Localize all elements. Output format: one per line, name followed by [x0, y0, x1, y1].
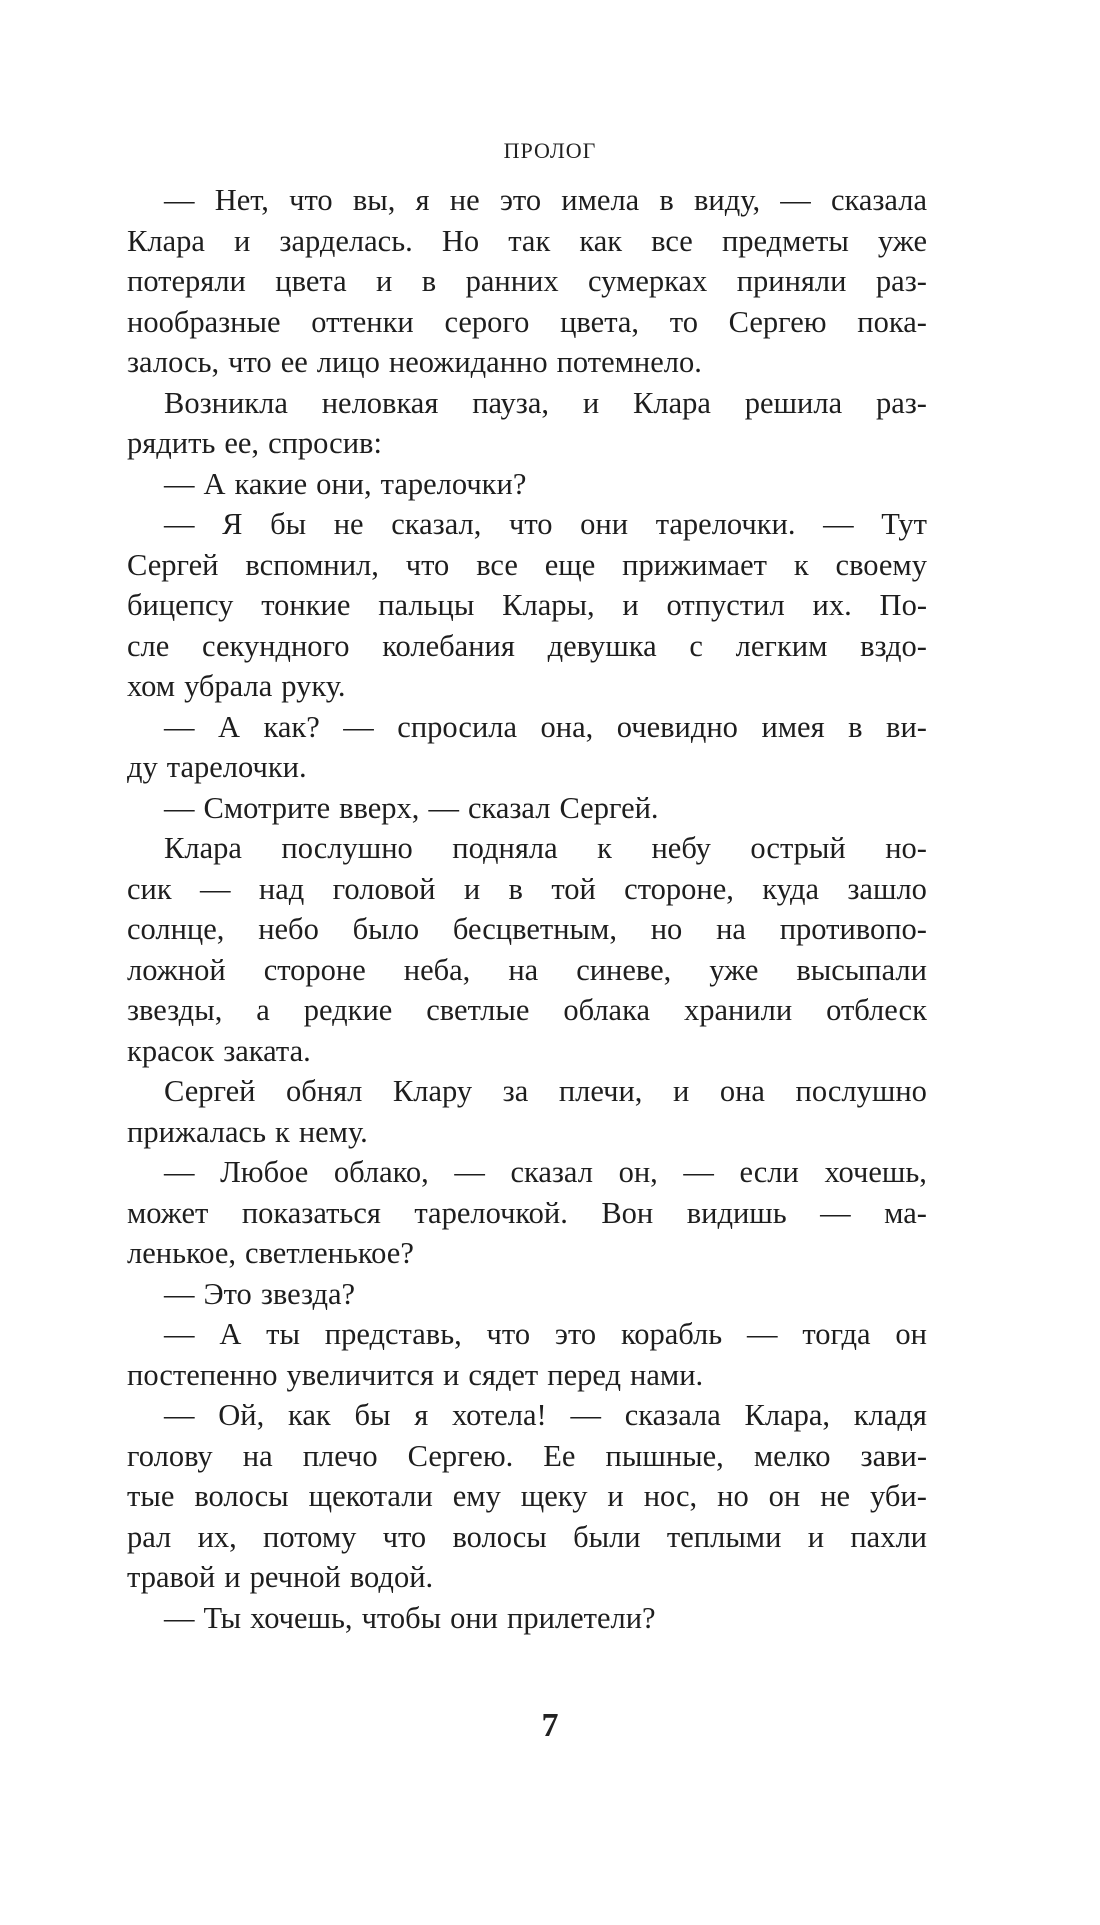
word: к [597, 831, 612, 865]
word: ду [127, 750, 158, 784]
word: солнце, [127, 912, 225, 946]
word: вздо- [860, 628, 927, 663]
word: он, [618, 1155, 658, 1189]
word: бесцветным, [452, 912, 617, 946]
word: серого [444, 304, 530, 339]
text-line [127, 1193, 927, 1234]
word: сказал, [391, 507, 482, 541]
text-line [127, 707, 927, 748]
word: послушно [281, 831, 413, 865]
word: и [233, 223, 251, 258]
word: увеличится [286, 1357, 434, 1392]
word: Сергей [164, 1074, 256, 1108]
word: не [820, 1479, 851, 1513]
word: небо [258, 912, 319, 946]
word: стороне, [624, 871, 734, 906]
word: стороне [263, 952, 366, 987]
word: вы, [352, 183, 396, 217]
body-text [127, 180, 927, 1638]
word: руку. [281, 669, 346, 703]
word: хом [127, 669, 176, 703]
word: спросив: [268, 426, 382, 460]
word: отпустил [666, 588, 785, 622]
word: редкие [303, 993, 393, 1027]
word: все [476, 547, 518, 582]
text-line [127, 1274, 927, 1315]
word: — [823, 507, 854, 541]
word: Возникла [164, 385, 288, 420]
word: над [258, 871, 305, 906]
word: Клара [633, 385, 711, 420]
word: и [224, 1560, 241, 1594]
word: еще [544, 547, 596, 582]
word: противопо- [779, 912, 927, 946]
word: ранних [465, 264, 559, 298]
word: острый [750, 831, 846, 865]
word: звезда? [260, 1276, 356, 1311]
word: чтобы [361, 1600, 442, 1635]
word: А [219, 1317, 242, 1351]
word: плечо [302, 1438, 378, 1473]
word: и [582, 385, 600, 420]
word: прижимает [622, 547, 767, 582]
word: к [793, 547, 809, 582]
word: постепенно [127, 1357, 278, 1392]
word: как [579, 223, 623, 258]
text-line [127, 1557, 927, 1598]
word: Вон [601, 1195, 654, 1230]
word: — [164, 1276, 195, 1311]
text-line [127, 585, 927, 626]
word: — [747, 1317, 778, 1351]
word: потеряли [127, 264, 246, 298]
word: зашло [847, 871, 927, 906]
word: колебания [382, 628, 515, 663]
text-line [127, 990, 927, 1031]
text-line [127, 1031, 927, 1072]
text-line [127, 261, 927, 302]
text-line [127, 1395, 927, 1436]
word: было [352, 912, 420, 946]
word: но [650, 912, 683, 946]
word: Ты [203, 1600, 242, 1635]
word: небу [651, 831, 711, 865]
word: они, [316, 466, 372, 501]
word: ему [452, 1479, 501, 1513]
word: Клара [164, 831, 242, 865]
word: не [333, 507, 364, 541]
word: тарелочкой. [414, 1195, 568, 1230]
word: своему [835, 547, 927, 582]
word: обнял [286, 1074, 363, 1108]
text-line [127, 950, 927, 991]
text-line [127, 1517, 927, 1558]
word: убрала [184, 669, 273, 703]
word: их. [812, 588, 852, 622]
word: плечи, [558, 1074, 643, 1108]
word: и [463, 871, 481, 906]
word: на [716, 912, 746, 946]
text-line [127, 1071, 927, 1112]
word: кладя [853, 1398, 927, 1432]
word: отблеск [826, 993, 927, 1027]
word: — [200, 871, 231, 906]
word: ленькое, [127, 1236, 237, 1270]
word: Ее [543, 1438, 576, 1473]
word: рал [127, 1519, 172, 1554]
word: бицепсу [127, 588, 234, 622]
word: залось, [127, 345, 220, 379]
word: что [382, 1519, 427, 1554]
word: сказала [624, 1398, 721, 1432]
text-line [127, 504, 927, 545]
word: корабль [620, 1317, 723, 1351]
word: щекотали [308, 1479, 433, 1513]
word: потемнело. [556, 345, 702, 379]
word: в [508, 871, 523, 906]
word: все [651, 223, 693, 258]
word: послушно [795, 1074, 927, 1108]
word: волосы [194, 1479, 289, 1513]
word: пахли [850, 1519, 927, 1554]
word: Клары, [502, 588, 595, 622]
word: прижалась [127, 1114, 266, 1149]
word: ты [266, 1317, 300, 1351]
word: как [287, 1398, 331, 1432]
word: пальцы [378, 588, 475, 622]
word: неожиданно [388, 345, 548, 379]
word: легким [735, 628, 828, 663]
word: высыпали [796, 952, 927, 987]
word: были [573, 1519, 641, 1554]
word: предметы [721, 223, 849, 258]
word: и [807, 1519, 825, 1554]
text-line [127, 1476, 927, 1517]
word: — [428, 790, 459, 825]
word: секундного [202, 628, 350, 663]
word: они [450, 1600, 498, 1635]
word: но [717, 1479, 749, 1513]
word: прилетели? [507, 1600, 656, 1635]
word: — [164, 183, 195, 217]
word: имела [561, 183, 640, 217]
word: тарелочки? [380, 466, 527, 501]
word: неба, [403, 952, 471, 987]
word: пока- [857, 304, 927, 339]
word: — [164, 1600, 195, 1635]
word: — [164, 1317, 195, 1351]
word: — [780, 183, 811, 217]
word: показаться [241, 1195, 381, 1230]
word: с [689, 628, 703, 663]
word: По- [879, 588, 927, 622]
text-line [127, 342, 927, 383]
word: голову [127, 1438, 213, 1473]
text-line [127, 909, 927, 950]
word: она [719, 1074, 765, 1108]
word: — [164, 1155, 195, 1189]
text-line [127, 788, 927, 829]
word: синеве, [576, 952, 672, 987]
word: очевидно [616, 709, 738, 744]
word: пауза, [472, 385, 549, 420]
word: ви- [886, 709, 927, 744]
word: за [502, 1074, 529, 1108]
word: потому [263, 1519, 357, 1554]
text-line [127, 1314, 927, 1355]
word: головой [332, 871, 436, 906]
word: — [164, 709, 195, 744]
word: то [669, 304, 698, 339]
word: рядить [127, 426, 216, 460]
word: Смотрите [203, 790, 331, 825]
word: сядет [468, 1357, 539, 1392]
word: он [895, 1317, 927, 1351]
text-line [127, 1112, 927, 1153]
word: в [659, 183, 674, 217]
word: может [127, 1195, 209, 1230]
word: Ой, [218, 1398, 265, 1432]
word: Это [203, 1276, 252, 1311]
word: имея [761, 709, 825, 744]
word: перед [547, 1357, 622, 1392]
word: виду, [694, 183, 761, 217]
word: тонкие [261, 588, 351, 622]
text-line [127, 180, 927, 221]
text-line [127, 1355, 927, 1396]
running-head: ПРОЛОГ [503, 138, 597, 163]
word: уже [709, 952, 759, 987]
word: тарелочки. [655, 507, 796, 541]
word: и [376, 264, 393, 298]
word: что [289, 183, 333, 217]
word: цвета, [560, 304, 640, 339]
word: в [848, 709, 863, 744]
word: сумерках [588, 264, 708, 298]
word: Сергей. [559, 790, 659, 825]
word: — [164, 1398, 195, 1432]
word: и [442, 1357, 460, 1392]
word: облако, [333, 1155, 429, 1189]
word: светлые [426, 993, 530, 1027]
word: облака [563, 993, 650, 1027]
word: тые [127, 1479, 175, 1513]
word: — [164, 507, 195, 541]
word: Я [222, 507, 243, 541]
word: светленькое? [245, 1236, 414, 1270]
word: водой. [349, 1560, 434, 1594]
word: нообразные [127, 304, 281, 339]
word: ее, [224, 426, 260, 460]
word: красок [127, 1033, 215, 1068]
word: щеку [520, 1479, 588, 1513]
word: а [256, 993, 270, 1027]
word: ее [280, 345, 308, 379]
word: неловкая [321, 385, 439, 420]
word: речной [249, 1560, 341, 1594]
word: сик [127, 871, 172, 906]
word: если [739, 1155, 799, 1189]
word: сказал [510, 1155, 593, 1189]
word: зави- [860, 1438, 927, 1473]
word: травой [127, 1560, 216, 1594]
word: так [508, 223, 551, 258]
word: это [554, 1317, 597, 1351]
word: хочешь, [824, 1155, 927, 1189]
word: их, [197, 1519, 237, 1554]
word: нему. [298, 1114, 368, 1149]
word: Клара, [744, 1398, 831, 1432]
word: — [570, 1398, 601, 1432]
word: и [607, 1479, 624, 1513]
word: на [242, 1438, 273, 1473]
word: вверх, [339, 790, 420, 825]
page-number: 7 [541, 1707, 559, 1744]
word: — [343, 709, 374, 744]
word: что [228, 345, 272, 379]
word: оттенки [311, 304, 414, 339]
word: ма- [884, 1195, 927, 1230]
word: Сергею [728, 304, 827, 339]
word: звезды, [127, 993, 223, 1027]
text-line [127, 545, 927, 586]
word: Тут [881, 507, 927, 541]
word: Но [441, 223, 480, 258]
text-line [127, 747, 927, 788]
word: хочешь, [250, 1600, 353, 1635]
word: Клару [392, 1074, 473, 1108]
text-line [127, 828, 927, 869]
word: сказал [467, 790, 551, 825]
text-line [127, 1233, 927, 1274]
word: хранили [683, 993, 793, 1027]
word: — [820, 1195, 851, 1230]
word: она, [540, 709, 594, 744]
word: бы [270, 507, 307, 541]
word: пышные, [605, 1438, 724, 1473]
word: он [768, 1479, 801, 1513]
word: к [274, 1114, 290, 1149]
word: подняла [452, 831, 558, 865]
word: Нет, [214, 183, 269, 217]
text-line [127, 302, 927, 343]
text-line [127, 383, 927, 424]
word: они [580, 507, 629, 541]
word: заката. [223, 1033, 311, 1068]
word: мелко [753, 1438, 831, 1473]
word: какие [234, 466, 308, 501]
word: ложной [127, 952, 226, 987]
word: я [415, 183, 430, 217]
word: спросила [397, 709, 518, 744]
word: уже [877, 223, 927, 258]
word: А [203, 466, 226, 501]
word: зарделась. [279, 223, 413, 258]
word: — [164, 466, 195, 501]
word: Сергей [127, 547, 219, 582]
text-line [127, 666, 927, 707]
word: волосы [452, 1519, 547, 1554]
word: я [414, 1398, 429, 1432]
word: — [683, 1155, 714, 1189]
word: теплыми [666, 1519, 782, 1554]
text-line [127, 1436, 927, 1477]
word: — [454, 1155, 485, 1189]
word: но- [885, 831, 927, 865]
word: нами. [630, 1357, 704, 1392]
text-line [127, 626, 927, 667]
word: Сергею. [407, 1438, 514, 1473]
word: цвета [275, 264, 347, 298]
text-line [127, 423, 927, 464]
word: бы [354, 1398, 391, 1432]
word: и [672, 1074, 690, 1108]
text-line [127, 1152, 927, 1193]
word: Любое [220, 1155, 309, 1189]
word: что [405, 547, 450, 582]
word: и [622, 588, 639, 622]
word: лицо [316, 345, 380, 379]
word: раз- [875, 385, 927, 420]
word: А [218, 709, 241, 744]
word: той [551, 871, 596, 906]
word: тарелочки. [166, 750, 307, 784]
text-line [127, 464, 927, 505]
word: решила [744, 385, 843, 420]
text-line [127, 869, 927, 910]
word: в [421, 264, 437, 298]
word: приняли [736, 264, 847, 298]
word: сле [127, 628, 170, 663]
word: не [449, 183, 480, 217]
text-line [127, 1598, 927, 1639]
word: как? [263, 709, 320, 744]
word: вспомнил, [245, 547, 379, 582]
word: нос, [643, 1479, 698, 1513]
word: девушка [547, 628, 657, 663]
word: куда [762, 871, 820, 906]
word: что [486, 1317, 531, 1351]
word: уби- [870, 1479, 927, 1513]
word: это [499, 183, 542, 217]
word: хотела! [452, 1398, 547, 1432]
word: Клара [127, 223, 205, 258]
word: раз- [875, 264, 927, 298]
text-line [127, 221, 927, 262]
word: видишь [686, 1195, 787, 1230]
word: сказала [830, 183, 927, 217]
word: представь, [324, 1317, 462, 1351]
word: тогда [802, 1317, 871, 1351]
word: на [508, 952, 539, 987]
word: — [164, 790, 195, 825]
word: что [509, 507, 553, 541]
